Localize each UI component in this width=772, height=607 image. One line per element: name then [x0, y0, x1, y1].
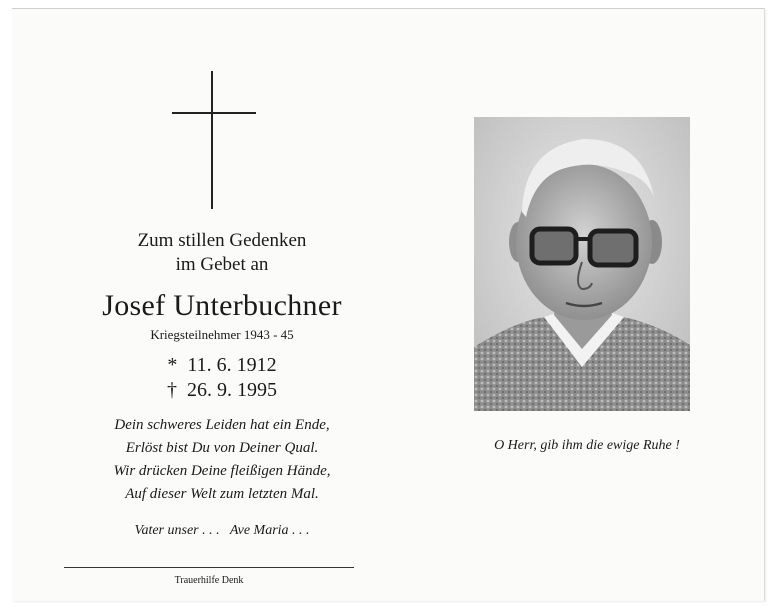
verse-line: Dein schweres Leiden hat ein Ende,: [114, 417, 330, 433]
memorial-verse: [52, 414, 392, 506]
memorial-card: [12, 8, 765, 601]
cross-icon: [172, 71, 256, 211]
deceased-role: Kriegsteilnehmer 1943 - 45: [150, 327, 294, 342]
portrait-photo: [474, 117, 690, 411]
deceased-name: Josef Unterbuchner: [102, 289, 342, 322]
publisher-name: Trauerhilfe Denk: [174, 575, 244, 586]
verse-line: Wir drücken Deine fleißigen Hände,: [113, 463, 331, 479]
prayer-line: Vater unser . . . Ave Maria . . .: [134, 523, 310, 538]
death-row: [72, 378, 372, 403]
memorial-quote: O Herr, gib ihm die ewige Ruhe !: [494, 438, 680, 453]
birth-symbol: *: [167, 354, 178, 376]
birth-date: 11. 6. 1912: [187, 354, 277, 376]
life-dates: [72, 353, 372, 403]
intro-line-2: im Gebet an: [175, 254, 269, 275]
verse-line: Erlöst bist Du von Deiner Qual.: [125, 440, 319, 456]
verse-line: Auf dieser Welt zum letzten Mal.: [125, 486, 319, 502]
birth-row: [72, 353, 372, 378]
death-date: 26. 9. 1995: [187, 379, 277, 401]
death-symbol: †: [167, 379, 177, 401]
intro-line-1: Zum stillen Gedenken: [137, 230, 307, 251]
intro-text: [72, 229, 372, 277]
footer-divider: [64, 567, 354, 568]
